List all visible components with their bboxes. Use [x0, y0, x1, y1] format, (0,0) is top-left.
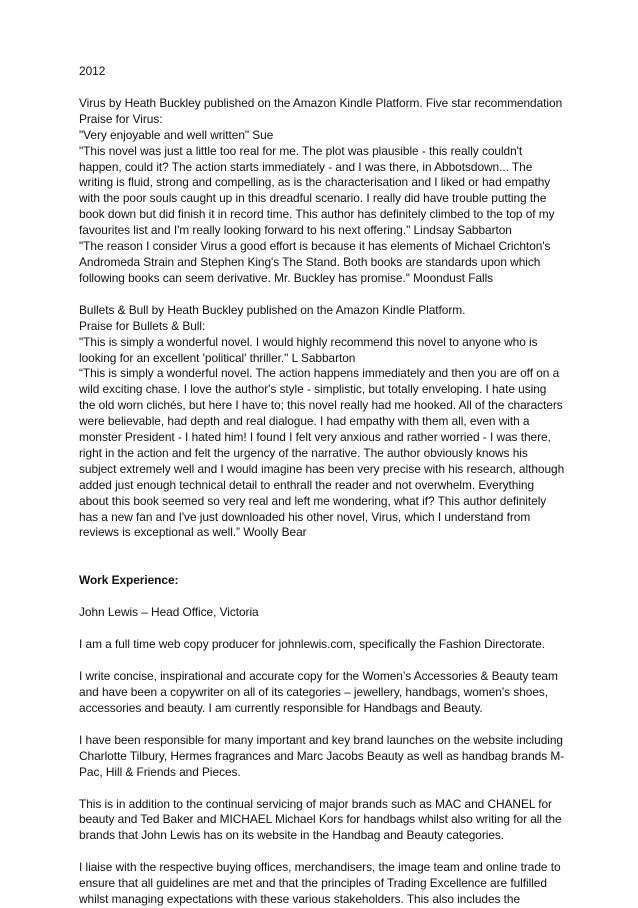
spacer: [79, 287, 565, 303]
spacer: [79, 653, 565, 669]
spacer: [79, 589, 565, 605]
virus-review-sue: "Very enjoyable and well written" Sue: [79, 127, 274, 142]
virus-section: [79, 96, 565, 287]
bullets-section: [79, 303, 565, 542]
virus-review-lindsay-sabbarton: "This novel was just a little too real for me. The plot was plausible - this really couldn't happen, could it? The action starts immediately - and I was there, in Abbotsdown... The writing is fluid, strong and compelling, as is the characterisation and I liked or had empathy with the poor souls caught up in this dreadful scenario. I really did have trouble putting the book down but did finish it in record time. This author has definitely climbed to the top of my favourites list and I'm really looking forward to his next offering." Lindsay Sabbarton: [79, 143, 555, 238]
virus-intro: Virus by Heath Buckley published on the Amazon Kindle Platform. Five star recommendation: [79, 95, 563, 110]
spacer: [79, 541, 565, 573]
bullets-review-woolly-bear: “This is simply a wonderful novel. The action happens immediately and then you are off on a wild exciting chase. I love the author's style - simplistic, but totally enveloping. I hate using the old worn clichés, but here I have to; this novel really had me hooked. All of the characters were believable, had depth and real dialogue. I had empathy with them all, even with a monster President - I hated him! I found I felt very anxious and rather worried - I was there, right in the action and felt the urgency of the narrative. The author obviously knows his subject extremely well and I would imagine has been very precise with his research, although added just enough technical detail to enthrall the reader and not overwhelm. Everything about this book seemed so very real and left me wondering, what if? This author definitely has a new fan and I've just downloaded his other novel, Virus, which I understand from reviews is exceptional as well.” Woolly Bear: [79, 366, 565, 540]
bullets-intro: Bullets & Bull by Heath Buckley published on the Amazon Kindle Platform.: [79, 302, 466, 317]
work-paragraph: I liaise with the respective buying offices, merchandisers, the image team and online trade to ensure that all guidelines are met and that the principles of Trading Excellence are fulfilled whilst managing expectations with these various stakeholders. This also includes the: [79, 860, 561, 907]
work-paragraph: I have been responsible for many important and key brand launches on the website including Charlotte Tilbury, Hermes fragrances and Marc Jacobs Beauty as well as handbag brands M-Pac, Hill & Friends and Pieces.: [79, 732, 565, 779]
work-paragraph: This is in addition to the continual servicing of major brands such as MAC and CHANEL for beauty and Ted Baker and MICHAEL Michael Kors for handbags whilst also writing for all the brands that John Lewis has on its website in the Handbag and Beauty categories.: [79, 796, 562, 843]
work-experience-heading: Work Experience:: [79, 573, 179, 588]
bullets-praise-heading: Praise for Bullets & Bull:: [79, 318, 206, 333]
spacer: [79, 844, 565, 860]
document-body: [79, 64, 565, 908]
work-paragraph: I am a full time web copy producer for johnlewis.com, specifically the Fashion Directorate.: [79, 637, 545, 652]
virus-praise-heading: Praise for Virus:: [79, 111, 163, 126]
work-paragraph: I write concise, inspirational and accurate copy for the Women’s Accessories & Beauty team and have been a copywriter on all of its categories – jewellery, handbags, women’s shoes, accessories and beauty. I am currently responsible for Handbags and Beauty.: [79, 669, 558, 715]
bullets-review-l-sabbarton: "This is simply a wonderful novel. I would highly recommend this novel to anyone who is looking for an excellent 'political' thriller." L Sabbarton: [79, 334, 538, 365]
spacer: [79, 717, 565, 733]
employer-line: John Lewis – Head Office, Victoria: [79, 605, 259, 620]
spacer: [79, 781, 565, 797]
year-heading: 2012: [79, 64, 106, 78]
work-experience-section: [79, 573, 565, 908]
spacer: [79, 621, 565, 637]
virus-review-moondust-falls: "The reason I consider Virus a good effort is because it has elements of Michael Crichton's Andromeda Strain and Stephen King's The Stand. Both books are standards upon which following books can seem derivative. Mr. Buckley has promise." Moondust Falls: [79, 239, 551, 285]
